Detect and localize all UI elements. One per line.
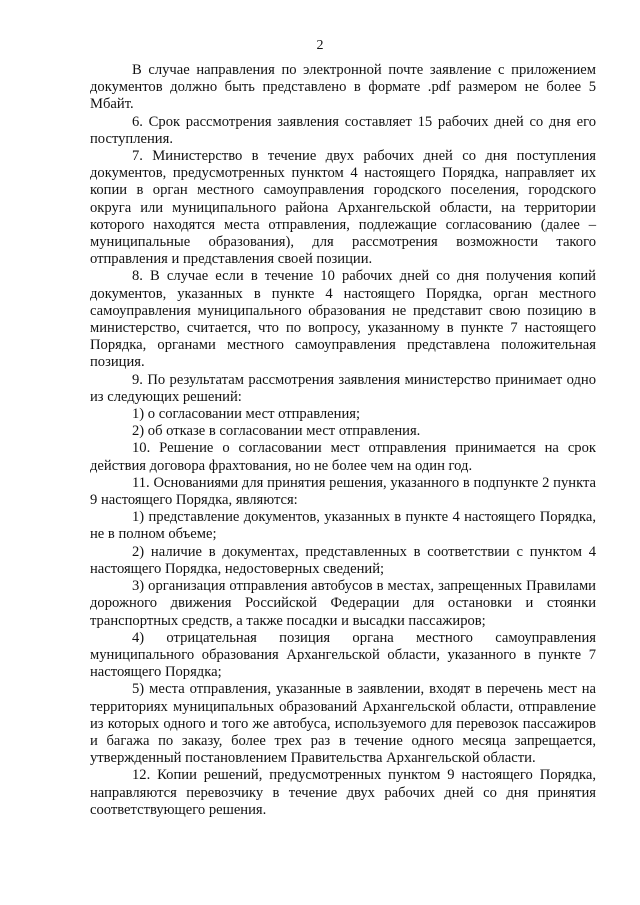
list-item: 2) об отказе в согласовании мест отправления.	[132, 423, 421, 440]
list-item: 3) организация отправления автобусов в местах, запрещенных Правилами дорожного движения Российской Федерации для остановки и стоянки транспортных средств, а также посадки и высадки пассажиров;	[90, 578, 596, 629]
paragraph: 8. В случае если в течение 10 рабочих дней со дня получения копий документов, указанных в пункте 4 настоящего Порядка, орган местного самоуправления муниципального образования не представит свою позицию в министерство, считается, что по вопросу, указанному в пункте 7 настоящего Порядка, органами местного самоуправления представлена положительная позиция.	[90, 268, 596, 371]
paragraph: 7. Министерство в течение двух рабочих дней со дня поступления документов, предусмотренных пунктом 4 настоящего Порядка, направляет их копии в орган местного самоуправления городского поселения, городского округа или муниципального района Архангельской области, на территории которого находятся места отправления, подлежащие согласованию (далее – муниципальные образования), для рассмотрения возможности такого отправления и представления своей позиции.	[90, 148, 596, 268]
paragraph: 11. Основаниями для принятия решения, указанного в подпункте 2 пункта 9 настоящего Порядка, являются:	[90, 474, 596, 509]
list-item: 1) представление документов, указанных в пункте 4 настоящего Порядка, не в полном объеме;	[90, 509, 596, 543]
paragraph: 9. По результатам рассмотрения заявления министерство принимает одно из следующих решений:	[90, 371, 596, 405]
paragraph: 12. Копии решений, предусмотренных пунктом 9 настоящего Порядка, направляются перевозчику в течение двух рабочих дней со дня принятия соответствующего решения.	[90, 767, 596, 818]
list-item: 5) места отправления, указанные в заявлении, входят в перечень мест на территориях муниципальных образований Архангельской области, отправление из которых одного и того же автобуса, используемого для перевозок пассажиров и багажа по заказу, более трех раз в течение одного месяца запрещается, утвержденный постановлением Правительства Архангельской области.	[90, 681, 596, 767]
paragraph: В случае направления по электронной почте заявление с приложением документов должно быть представлено в формате .pdf размером не более 5 Мбайт.	[90, 62, 596, 113]
paragraph: 10. Решение о согласовании мест отправления принимается на срок действия договора фрахтования, но не более чем на один год.	[90, 440, 596, 474]
list-item: 4) отрицательная позиция органа местного самоуправления муниципального образования Архангельской области, указанного в пункте 7 настоящего Порядка;	[90, 629, 596, 681]
list-item: 1) о согласовании мест отправления;	[132, 406, 361, 423]
paragraph: 6. Срок рассмотрения заявления составляет 15 рабочих дней со дня его поступления.	[90, 113, 596, 147]
document-body	[90, 62, 596, 819]
list-item: 2) наличие в документах, представленных в соответствии с пунктом 4 настоящего Порядка, недостоверных сведений;	[90, 543, 596, 577]
page-number: 2	[316, 38, 324, 53]
